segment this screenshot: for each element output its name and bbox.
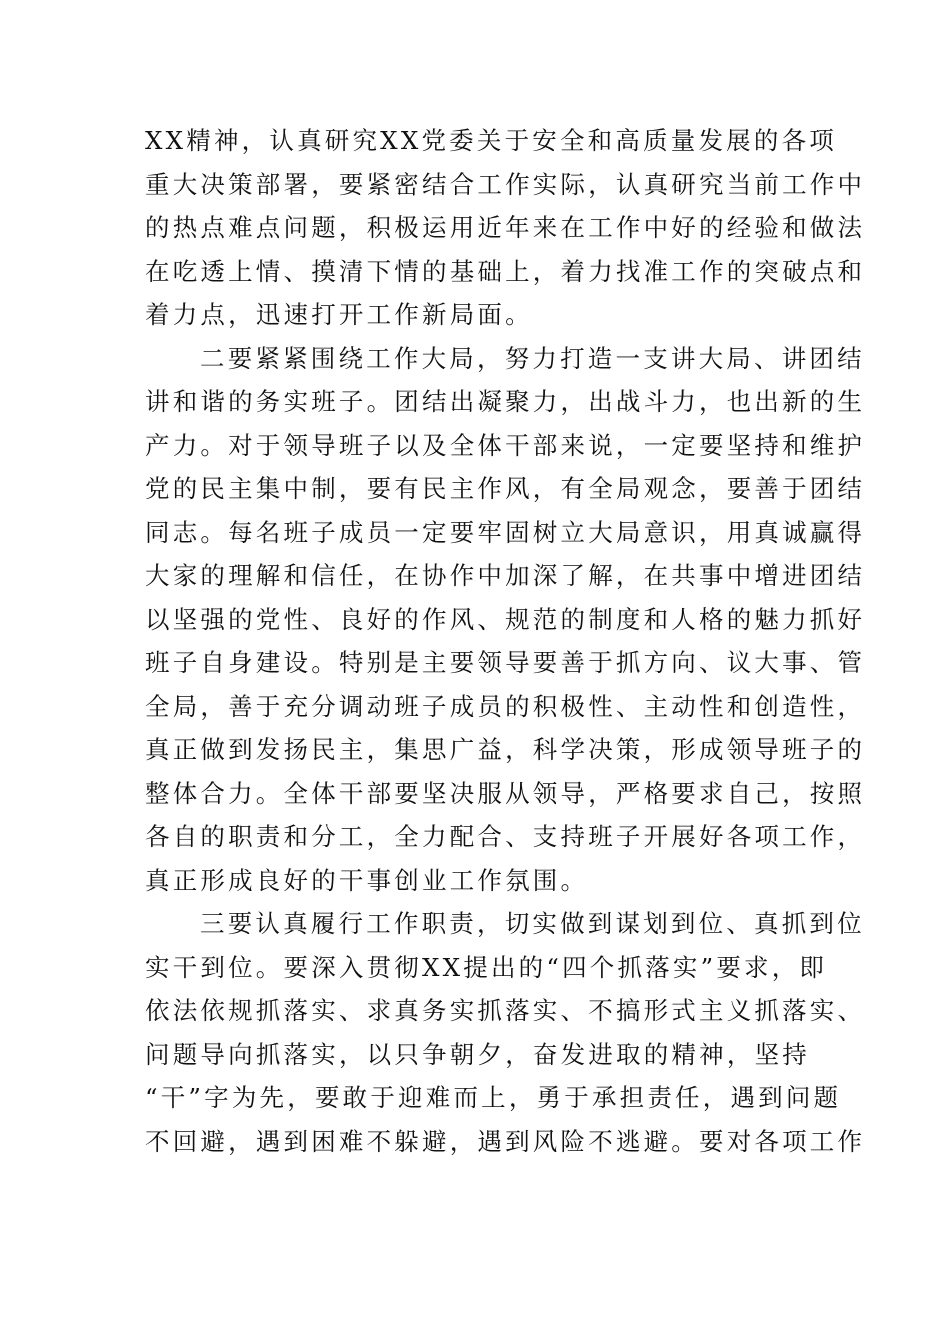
text-line: 实干到位。要深入贯彻XX提出的“四个抓落实”要求，即 bbox=[145, 952, 828, 982]
text-line: 以坚强的党性、良好的作风、规范的制度和人格的魅力抓好 bbox=[145, 604, 866, 634]
text-line: 依法依规抓落实、求真务实抓落实、不搞形式主义抓落实、 bbox=[145, 996, 866, 1025]
text-line: 党的民主集中制，要有民主作风，有全局观念，要善于团结 bbox=[145, 474, 866, 503]
text-line: 不回避，遇到困难不躲避，遇到风险不逃避。要对各项工作 bbox=[145, 1126, 866, 1156]
text-line: 问题导向抓落实，以只争朝夕，奋发进取的精神，坚持 bbox=[145, 1039, 810, 1069]
paragraph-continuation bbox=[145, 119, 866, 337]
text-line: 同志。每名班子成员一定要牢固树立大局意识，用真诚赢得 bbox=[145, 517, 866, 547]
text-line: XX精神，认真研究XX党委关于安全和高质量发展的各项 bbox=[145, 126, 837, 155]
text-line: 讲和谐的务实班子。团结出凝聚力，出战斗力，也出新的生 bbox=[145, 387, 866, 416]
text-line: 的热点难点问题，积极运用近年来在工作中好的经验和做法 bbox=[145, 213, 866, 242]
text-line: 在吃透上情、摸清下情的基础上，着力找准工作的突破点和 bbox=[145, 256, 866, 286]
text-line: 整体合力。全体干部要坚决服从领导，严格要求自己，按照 bbox=[145, 778, 866, 808]
text-line: 班子自身建设。特别是主要领导要善于抓方向、议大事、管 bbox=[145, 648, 866, 677]
text-line: 重大决策部署，要紧密结合工作实际，认真研究当前工作中 bbox=[145, 169, 866, 199]
paragraph-point-three bbox=[145, 902, 866, 1163]
text-line: 全局，善于充分调动班子成员的积极性、主动性和创造性， bbox=[145, 691, 866, 721]
text-line: 大家的理解和信任，在协作中加深了解，在共事中增进团结 bbox=[145, 561, 866, 590]
text-line: 产力。对于领导班子以及全体干部来说，一定要坚持和维护 bbox=[145, 430, 866, 460]
text-line: “干”字为先，要敢于迎难而上，勇于承担责任，遇到问题 bbox=[145, 1083, 842, 1112]
paragraph-point-two bbox=[145, 337, 866, 903]
text-line: 各自的职责和分工，全力配合、支持班子开展好各项工作， bbox=[145, 822, 866, 851]
text-line: 真正做到发扬民主，集思广益，科学决策，形成领导班子的 bbox=[145, 735, 866, 764]
document-body bbox=[145, 119, 866, 1163]
text-line: 二要紧紧围绕工作大局，努力打造一支讲大局、讲团结 bbox=[200, 343, 865, 373]
text-line: 三要认真履行工作职责，切实做到谋划到位、真抓到位 bbox=[200, 909, 865, 938]
text-line: 真正形成良好的干事创业工作氛围。 bbox=[145, 865, 589, 895]
text-line: 着力点，迅速打开工作新局面。 bbox=[145, 300, 533, 329]
